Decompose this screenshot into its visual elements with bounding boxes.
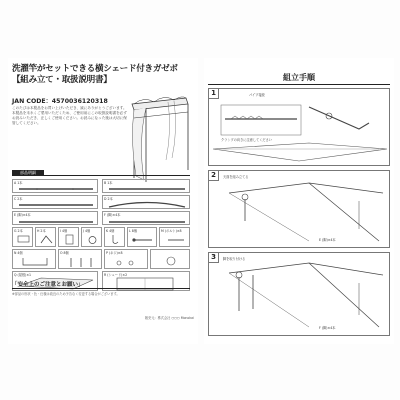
part-label: D 2本 xyxy=(104,197,113,201)
part-label: I 4個 xyxy=(60,229,68,233)
step-1-panel xyxy=(208,88,390,166)
parts-heading: 部品明細 xyxy=(12,170,44,176)
part-cell xyxy=(58,227,79,247)
part-cell xyxy=(12,249,56,269)
part-cell xyxy=(102,211,190,225)
step-note: F (脚)×4本 xyxy=(319,326,336,330)
pipe-shape xyxy=(13,212,99,226)
part-cell xyxy=(12,179,98,193)
clamp-shape xyxy=(13,228,34,248)
part-label: J 4個 xyxy=(83,229,91,233)
step-caption: 天面を組み立てる xyxy=(223,175,249,179)
part-label: N 4個 xyxy=(14,251,23,255)
peg-shape xyxy=(59,250,103,270)
part-label: L 8個 xyxy=(129,229,138,233)
arched-pipe-shape xyxy=(103,196,191,210)
parts-grid xyxy=(12,179,190,329)
fine-print: ※部品の形状・色・仕様は改良のため予告なく変更する場合がございます。 xyxy=(12,292,120,296)
bolt-set-shape xyxy=(128,228,158,248)
part-label: B 1本 xyxy=(104,181,113,185)
assembly-title: 組立手順 xyxy=(283,73,315,82)
step-2-diagram xyxy=(209,171,391,249)
footer-text: 販売元：株式会社 ○○○ Monokai xyxy=(144,316,194,320)
part-label: F (脚)×4本 xyxy=(104,213,121,217)
part-label: Q (屋根)×1 xyxy=(14,273,32,277)
manual-title xyxy=(12,64,194,86)
bolt-shape xyxy=(160,228,191,248)
ring-shape xyxy=(82,228,103,248)
jan-code xyxy=(12,96,108,105)
part-cell xyxy=(12,195,98,209)
part-cell xyxy=(104,227,125,247)
right-page xyxy=(204,58,394,344)
part-cell xyxy=(81,227,102,247)
screw-shape xyxy=(105,250,149,270)
intro-paragraph: このたびは本製品をお買い上げいただき、誠にありがとうございます。本製品を末永くご愛用いただくため、ご使用前にこの取扱説明書を必ずお読みいただき、正しくご使用ください。お読みになった後は大切に保管してください。 xyxy=(12,106,127,126)
bracket-shape xyxy=(13,250,57,270)
part-cell xyxy=(12,227,33,247)
pipe-shape xyxy=(103,212,191,226)
hook-shape xyxy=(105,228,126,248)
part-cell xyxy=(150,249,190,269)
left-page xyxy=(8,58,198,344)
part-label: M (ボルト)×8 xyxy=(161,229,182,233)
part-cell xyxy=(58,249,102,269)
part-label: R (シェード)×2 xyxy=(104,273,128,277)
part-label: E (脚)×4本 xyxy=(14,213,31,217)
part-cell xyxy=(127,227,157,247)
part-label: A 1本 xyxy=(14,181,23,185)
step-number: 2 xyxy=(209,171,219,181)
notice-divider xyxy=(12,288,190,289)
part-label: O 8個 xyxy=(60,251,69,255)
connector-shape xyxy=(59,228,80,248)
cap-shape xyxy=(151,250,191,270)
step-1-diagram xyxy=(209,89,391,167)
part-cell xyxy=(104,249,148,269)
part-cell xyxy=(102,179,190,193)
parts-divider xyxy=(44,175,190,176)
part-cell xyxy=(102,195,190,209)
part-label: K 4個 xyxy=(106,229,115,233)
joint-shape xyxy=(36,228,57,248)
pipe-shape xyxy=(13,196,99,210)
step-3-panel xyxy=(208,252,390,336)
title-line2: 【組み立て・取扱説明書】 xyxy=(12,75,112,85)
step-note: E (脚)×4本 xyxy=(319,238,336,242)
title-divider xyxy=(208,84,390,85)
part-label: H 2本 xyxy=(37,229,46,233)
part-label: C 2本 xyxy=(14,197,23,201)
part-cell xyxy=(159,227,190,247)
step-3-diagram xyxy=(209,253,391,337)
step-note: クランプの向きに注意してください xyxy=(221,138,272,142)
step-number: 3 xyxy=(209,253,219,263)
step-caption: 脚を取り付ける xyxy=(223,257,246,261)
pipe-shape xyxy=(103,180,191,194)
title-line1: 洗濯竿がセットできる横シェード付きガゼボ xyxy=(12,64,178,74)
jan-number: 4570036120318 xyxy=(51,98,108,105)
part-cell xyxy=(35,227,56,247)
step-caption: パイプ接続 xyxy=(249,93,265,97)
part-cell xyxy=(12,211,98,225)
shade-shape xyxy=(103,272,191,292)
part-label: P (ネジ)×8 xyxy=(106,251,123,255)
jan-label: JAN CODE： xyxy=(12,98,52,105)
part-label: G 2本 xyxy=(14,229,23,233)
pipe-shape xyxy=(13,180,99,194)
step-number: 1 xyxy=(209,89,219,99)
safety-notice-heading: 「安全上のご注意とお願い」 xyxy=(12,282,84,288)
step-2-panel xyxy=(208,170,390,248)
